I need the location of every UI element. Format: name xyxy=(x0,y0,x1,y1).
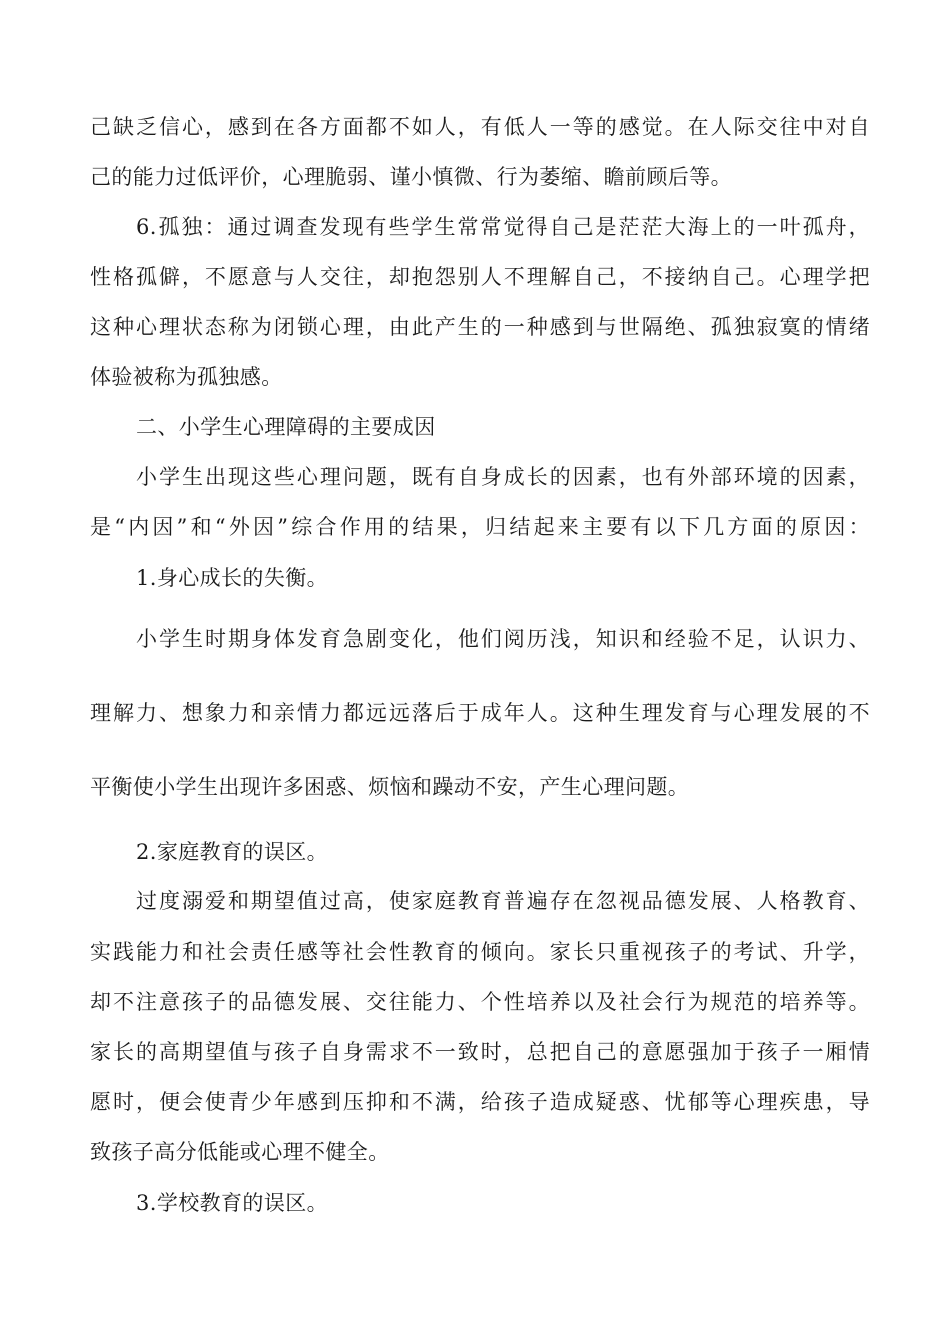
paragraph-line: 小学生出现这些心理问题，既有自身成长的因素，也有外部环境的因素， xyxy=(136,465,870,489)
paragraph-line: 致孩子高分低能或心理不健全。 xyxy=(90,1140,390,1164)
paragraph-line: 体验被称为孤独感。 xyxy=(90,365,283,389)
paragraph-line: 小学生时期身体发育急剧变化，他们阅历浅，知识和经验不足，认识力、 xyxy=(136,627,870,651)
paragraph-line: 性格孤僻，不愿意与人交往，却抱怨别人不理解自己，不接纳自己。心理学把 xyxy=(90,265,870,289)
paragraph-line: 愿时，便会使青少年感到压抑和不满，给孩子造成疑惑、忧郁等心理疾患，导 xyxy=(90,1090,870,1114)
subsection-heading: 3.学校教育的误区。 xyxy=(136,1191,329,1215)
paragraph-line: 过度溺爱和期望值过高，使家庭教育普遍存在忽视品德发展、人格教育、 xyxy=(136,889,870,913)
paragraph-line: 却不注意孩子的品德发展、交往能力、个性培养以及社会行为规范的培养等。 xyxy=(90,990,870,1014)
paragraph-line: 理解力、想象力和亲情力都远远落后于成年人。这种生理发育与心理发展的不 xyxy=(90,701,870,725)
paragraph-line: 家长的高期望值与孩子自身需求不一致时，总把自己的意愿强加于孩子一厢情 xyxy=(90,1040,870,1064)
paragraph-line: 己的能力过低评价，心理脆弱、谨小慎微、行为萎缩、瞻前顾后等。 xyxy=(90,165,732,189)
paragraph-line: 6.孤独：通过调查发现有些学生常常觉得自己是茫茫大海上的一叶孤舟， xyxy=(136,215,870,239)
paragraph-line: 实践能力和社会责任感等社会性教育的倾向。家长只重视孩子的考试、升学， xyxy=(90,940,870,964)
section-heading: 二、小学生心理障碍的主要成因 xyxy=(136,415,436,439)
paragraph-line: 己缺乏信心，感到在各方面都不如人，有低人一等的感觉。在人际交往中对自 xyxy=(90,115,870,139)
paragraph-line: 是“内因”和“外因”综合作用的结果，归结起来主要有以下几方面的原因： xyxy=(90,515,870,539)
subsection-heading: 1.身心成长的失衡。 xyxy=(136,566,329,590)
paragraph-line: 这种心理状态称为闭锁心理，由此产生的一种感到与世隔绝、孤独寂寞的情绪 xyxy=(90,315,870,339)
paragraph-line: 平衡使小学生出现许多困惑、烦恼和躁动不安，产生心理问题。 xyxy=(90,775,690,799)
subsection-heading: 2.家庭教育的误区。 xyxy=(136,840,329,864)
